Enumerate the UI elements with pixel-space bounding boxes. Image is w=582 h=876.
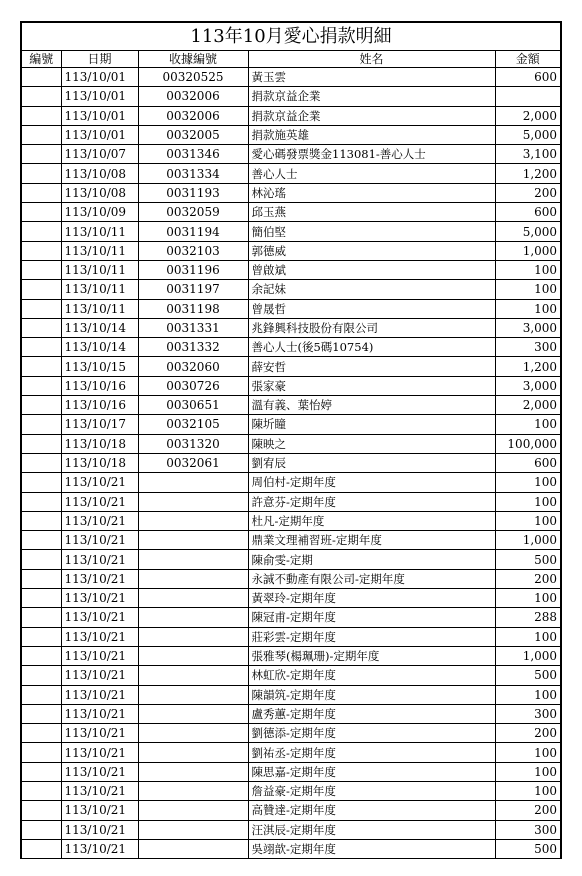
cell-receipt-number: 0031194 <box>138 222 248 241</box>
cell-donor-name: 曾啟斌 <box>248 260 495 279</box>
cell-number <box>21 396 61 415</box>
cell-amount: 1,000 <box>495 646 561 665</box>
cell-number <box>21 164 61 183</box>
cell-amount: 5,000 <box>495 125 561 144</box>
cell-number <box>21 666 61 685</box>
table-row <box>21 299 561 318</box>
cell-number <box>21 511 61 530</box>
table-row <box>21 531 561 550</box>
table-body <box>21 68 561 859</box>
cell-receipt-number <box>138 820 248 839</box>
cell-receipt-number: 0032105 <box>138 415 248 434</box>
cell-receipt-number <box>138 627 248 646</box>
cell-receipt-number: 0032006 <box>138 106 248 125</box>
cell-date: 113/10/01 <box>61 68 138 87</box>
cell-donor-name: 永誠不動產有限公司-定期年度 <box>248 569 495 588</box>
cell-receipt-number: 0031197 <box>138 280 248 299</box>
header-row <box>21 51 561 68</box>
cell-number <box>21 685 61 704</box>
cell-receipt-number: 0030651 <box>138 396 248 415</box>
table-row <box>21 396 561 415</box>
cell-amount: 300 <box>495 704 561 723</box>
cell-donor-name: 汪淇辰-定期年度 <box>248 820 495 839</box>
cell-amount: 600 <box>495 453 561 472</box>
cell-date: 113/10/21 <box>61 589 138 608</box>
cell-number <box>21 338 61 357</box>
cell-date: 113/10/21 <box>61 608 138 627</box>
cell-amount: 500 <box>495 839 561 858</box>
cell-date: 113/10/18 <box>61 434 138 453</box>
cell-number <box>21 473 61 492</box>
cell-amount: 300 <box>495 338 561 357</box>
cell-donor-name: 陳思嘉-定期年度 <box>248 762 495 781</box>
cell-number <box>21 801 61 820</box>
cell-receipt-number <box>138 473 248 492</box>
cell-donor-name: 捐款施英雄 <box>248 125 495 144</box>
cell-receipt-number: 0031198 <box>138 299 248 318</box>
column-header-number: 編號 <box>21 51 61 68</box>
cell-receipt-number: 0032061 <box>138 453 248 472</box>
column-header-receipt: 收據編號 <box>138 51 248 68</box>
table-row <box>21 492 561 511</box>
table-row <box>21 743 561 762</box>
table-row <box>21 68 561 87</box>
cell-donor-name: 林虹欣-定期年度 <box>248 666 495 685</box>
cell-donor-name: 余記妹 <box>248 280 495 299</box>
cell-number <box>21 318 61 337</box>
cell-donor-name: 張家豪 <box>248 376 495 395</box>
cell-date: 113/10/21 <box>61 762 138 781</box>
cell-date: 113/10/18 <box>61 453 138 472</box>
page-title: 113年10月愛心捐款明細 <box>21 22 561 51</box>
table-row <box>21 183 561 202</box>
cell-number <box>21 569 61 588</box>
cell-receipt-number <box>138 550 248 569</box>
cell-receipt-number: 0032059 <box>138 203 248 222</box>
cell-number <box>21 492 61 511</box>
cell-donor-name: 吳翊歆-定期年度 <box>248 839 495 858</box>
cell-date: 113/10/21 <box>61 666 138 685</box>
cell-number <box>21 550 61 569</box>
column-header-name: 姓名 <box>248 51 495 68</box>
table-row <box>21 106 561 125</box>
cell-date: 113/10/15 <box>61 357 138 376</box>
cell-receipt-number: 0030726 <box>138 376 248 395</box>
cell-date: 113/10/21 <box>61 781 138 800</box>
cell-donor-name: 溫有義、葉怡婷 <box>248 396 495 415</box>
cell-number <box>21 589 61 608</box>
cell-amount: 100,000 <box>495 434 561 453</box>
cell-receipt-number: 00320525 <box>138 68 248 87</box>
cell-donor-name: 陳韻筑-定期年度 <box>248 685 495 704</box>
table-row <box>21 415 561 434</box>
cell-receipt-number <box>138 781 248 800</box>
cell-number <box>21 68 61 87</box>
cell-receipt-number <box>138 608 248 627</box>
cell-date: 113/10/01 <box>61 106 138 125</box>
cell-donor-name: 許意芬-定期年度 <box>248 492 495 511</box>
cell-donor-name: 劉德添-定期年度 <box>248 724 495 743</box>
cell-receipt-number <box>138 531 248 550</box>
cell-date: 113/10/21 <box>61 627 138 646</box>
cell-donor-name: 曾晟哲 <box>248 299 495 318</box>
table-row <box>21 839 561 858</box>
cell-amount: 100 <box>495 627 561 646</box>
cell-number <box>21 145 61 164</box>
cell-number <box>21 627 61 646</box>
cell-receipt-number: 0032060 <box>138 357 248 376</box>
cell-donor-name: 高贊達-定期年度 <box>248 801 495 820</box>
table-row <box>21 511 561 530</box>
cell-receipt-number: 0031196 <box>138 260 248 279</box>
cell-donor-name: 劉祐丞-定期年度 <box>248 743 495 762</box>
cell-receipt-number: 0031331 <box>138 318 248 337</box>
cell-donor-name: 陳圻瞳 <box>248 415 495 434</box>
cell-receipt-number <box>138 724 248 743</box>
cell-receipt-number: 0031334 <box>138 164 248 183</box>
cell-number <box>21 183 61 202</box>
cell-receipt-number: 0032005 <box>138 125 248 144</box>
cell-amount: 100 <box>495 299 561 318</box>
table-row <box>21 87 561 106</box>
cell-donor-name: 善心人士(後5碼10754) <box>248 338 495 357</box>
table-row <box>21 338 561 357</box>
cell-donor-name: 郭德威 <box>248 241 495 260</box>
cell-amount: 2,000 <box>495 396 561 415</box>
cell-amount: 100 <box>495 781 561 800</box>
cell-donor-name: 善心人士 <box>248 164 495 183</box>
cell-date: 113/10/11 <box>61 222 138 241</box>
cell-amount: 1,200 <box>495 357 561 376</box>
table-row <box>21 569 561 588</box>
cell-donor-name: 愛心碼發票獎金113081-善心人士 <box>248 145 495 164</box>
cell-number <box>21 646 61 665</box>
table-row <box>21 781 561 800</box>
cell-amount: 1,000 <box>495 241 561 260</box>
cell-date: 113/10/21 <box>61 839 138 858</box>
cell-date: 113/10/11 <box>61 260 138 279</box>
cell-amount: 100 <box>495 473 561 492</box>
cell-number <box>21 125 61 144</box>
table-row <box>21 357 561 376</box>
cell-number <box>21 608 61 627</box>
cell-donor-name: 邱玉燕 <box>248 203 495 222</box>
cell-donor-name: 周伯村-定期年度 <box>248 473 495 492</box>
table-row <box>21 608 561 627</box>
cell-date: 113/10/21 <box>61 646 138 665</box>
cell-donor-name: 捐款京益企業 <box>248 87 495 106</box>
cell-number <box>21 357 61 376</box>
cell-receipt-number <box>138 569 248 588</box>
table-row <box>21 685 561 704</box>
cell-donor-name: 張雅琴(楊珮珊)-定期年度 <box>248 646 495 665</box>
table-row <box>21 434 561 453</box>
cell-receipt-number <box>138 801 248 820</box>
cell-date: 113/10/21 <box>61 724 138 743</box>
cell-receipt-number: 0031320 <box>138 434 248 453</box>
cell-number <box>21 87 61 106</box>
column-header-amount: 金額 <box>495 51 561 68</box>
table-row <box>21 222 561 241</box>
cell-date: 113/10/11 <box>61 241 138 260</box>
cell-amount: 600 <box>495 203 561 222</box>
table-row <box>21 164 561 183</box>
cell-receipt-number: 0031193 <box>138 183 248 202</box>
cell-donor-name: 陳冠甫-定期年度 <box>248 608 495 627</box>
cell-amount: 500 <box>495 666 561 685</box>
cell-date: 113/10/07 <box>61 145 138 164</box>
cell-amount: 100 <box>495 260 561 279</box>
cell-date: 113/10/01 <box>61 125 138 144</box>
cell-number <box>21 781 61 800</box>
table-row <box>21 550 561 569</box>
cell-amount: 100 <box>495 743 561 762</box>
donation-table <box>20 21 562 859</box>
cell-receipt-number <box>138 743 248 762</box>
table-row <box>21 801 561 820</box>
cell-amount: 3,100 <box>495 145 561 164</box>
cell-number <box>21 260 61 279</box>
cell-donor-name: 劉宥辰 <box>248 453 495 472</box>
cell-donor-name: 杜凡-定期年度 <box>248 511 495 530</box>
cell-amount: 200 <box>495 183 561 202</box>
cell-date: 113/10/01 <box>61 87 138 106</box>
cell-amount: 600 <box>495 68 561 87</box>
cell-donor-name: 盧秀蕙-定期年度 <box>248 704 495 723</box>
cell-amount: 300 <box>495 820 561 839</box>
table-row <box>21 724 561 743</box>
cell-donor-name: 陳俞雯-定期 <box>248 550 495 569</box>
cell-donor-name: 兆鋒興科技股份有限公司 <box>248 318 495 337</box>
cell-number <box>21 724 61 743</box>
cell-date: 113/10/17 <box>61 415 138 434</box>
cell-amount: 1,000 <box>495 531 561 550</box>
cell-receipt-number: 0031346 <box>138 145 248 164</box>
table-row <box>21 646 561 665</box>
cell-number <box>21 531 61 550</box>
cell-amount: 200 <box>495 724 561 743</box>
table-row <box>21 125 561 144</box>
cell-receipt-number <box>138 589 248 608</box>
cell-number <box>21 820 61 839</box>
table-row <box>21 704 561 723</box>
cell-receipt-number <box>138 666 248 685</box>
table-row <box>21 589 561 608</box>
cell-receipt-number: 0031332 <box>138 338 248 357</box>
cell-date: 113/10/21 <box>61 511 138 530</box>
cell-amount: 288 <box>495 608 561 627</box>
cell-amount: 200 <box>495 569 561 588</box>
cell-number <box>21 762 61 781</box>
cell-date: 113/10/21 <box>61 492 138 511</box>
table-row <box>21 376 561 395</box>
title-row <box>21 22 561 51</box>
cell-donor-name: 鼎業文理補習班-定期年度 <box>248 531 495 550</box>
table-row <box>21 145 561 164</box>
cell-amount: 100 <box>495 762 561 781</box>
cell-receipt-number: 0032006 <box>138 87 248 106</box>
cell-donor-name: 捐款京益企業 <box>248 106 495 125</box>
cell-donor-name: 莊彩雲-定期年度 <box>248 627 495 646</box>
cell-date: 113/10/21 <box>61 704 138 723</box>
cell-amount <box>495 87 561 106</box>
cell-amount: 100 <box>495 415 561 434</box>
cell-receipt-number <box>138 685 248 704</box>
cell-amount: 100 <box>495 589 561 608</box>
cell-date: 113/10/21 <box>61 743 138 762</box>
cell-date: 113/10/11 <box>61 280 138 299</box>
cell-number <box>21 743 61 762</box>
cell-date: 113/10/21 <box>61 473 138 492</box>
cell-receipt-number <box>138 646 248 665</box>
cell-amount: 2,000 <box>495 106 561 125</box>
cell-number <box>21 376 61 395</box>
cell-date: 113/10/14 <box>61 318 138 337</box>
cell-donor-name: 陳映之 <box>248 434 495 453</box>
cell-amount: 200 <box>495 801 561 820</box>
cell-donor-name: 黃翠玲-定期年度 <box>248 589 495 608</box>
table-row <box>21 820 561 839</box>
cell-date: 113/10/08 <box>61 164 138 183</box>
cell-date: 113/10/08 <box>61 183 138 202</box>
cell-receipt-number <box>138 704 248 723</box>
cell-date: 113/10/21 <box>61 569 138 588</box>
table-row <box>21 453 561 472</box>
cell-number <box>21 453 61 472</box>
cell-date: 113/10/21 <box>61 685 138 704</box>
cell-amount: 1,200 <box>495 164 561 183</box>
table-row <box>21 473 561 492</box>
cell-number <box>21 839 61 858</box>
cell-number <box>21 241 61 260</box>
cell-date: 113/10/09 <box>61 203 138 222</box>
cell-amount: 100 <box>495 685 561 704</box>
cell-date: 113/10/21 <box>61 820 138 839</box>
cell-receipt-number: 0032103 <box>138 241 248 260</box>
cell-date: 113/10/21 <box>61 801 138 820</box>
table-row <box>21 260 561 279</box>
cell-date: 113/10/21 <box>61 531 138 550</box>
cell-number <box>21 203 61 222</box>
cell-receipt-number <box>138 492 248 511</box>
cell-amount: 3,000 <box>495 318 561 337</box>
cell-number <box>21 280 61 299</box>
cell-amount: 3,000 <box>495 376 561 395</box>
cell-amount: 100 <box>495 511 561 530</box>
cell-amount: 100 <box>495 492 561 511</box>
cell-donor-name: 薛安哲 <box>248 357 495 376</box>
cell-date: 113/10/11 <box>61 299 138 318</box>
table-row <box>21 318 561 337</box>
cell-amount: 500 <box>495 550 561 569</box>
table-row <box>21 666 561 685</box>
cell-number <box>21 299 61 318</box>
table-row <box>21 203 561 222</box>
table-row <box>21 280 561 299</box>
cell-number <box>21 106 61 125</box>
cell-receipt-number <box>138 762 248 781</box>
cell-date: 113/10/14 <box>61 338 138 357</box>
cell-number <box>21 415 61 434</box>
cell-date: 113/10/16 <box>61 396 138 415</box>
cell-number <box>21 222 61 241</box>
cell-date: 113/10/21 <box>61 550 138 569</box>
cell-donor-name: 簡伯堅 <box>248 222 495 241</box>
table-row <box>21 762 561 781</box>
table-row <box>21 627 561 646</box>
cell-donor-name: 黃玉雲 <box>248 68 495 87</box>
cell-amount: 5,000 <box>495 222 561 241</box>
cell-donor-name: 詹益豪-定期年度 <box>248 781 495 800</box>
cell-amount: 100 <box>495 280 561 299</box>
cell-number <box>21 434 61 453</box>
cell-number <box>21 704 61 723</box>
column-header-date: 日期 <box>61 51 138 68</box>
cell-date: 113/10/16 <box>61 376 138 395</box>
cell-receipt-number <box>138 511 248 530</box>
table-row <box>21 241 561 260</box>
cell-donor-name: 林沁瑤 <box>248 183 495 202</box>
cell-receipt-number <box>138 839 248 858</box>
